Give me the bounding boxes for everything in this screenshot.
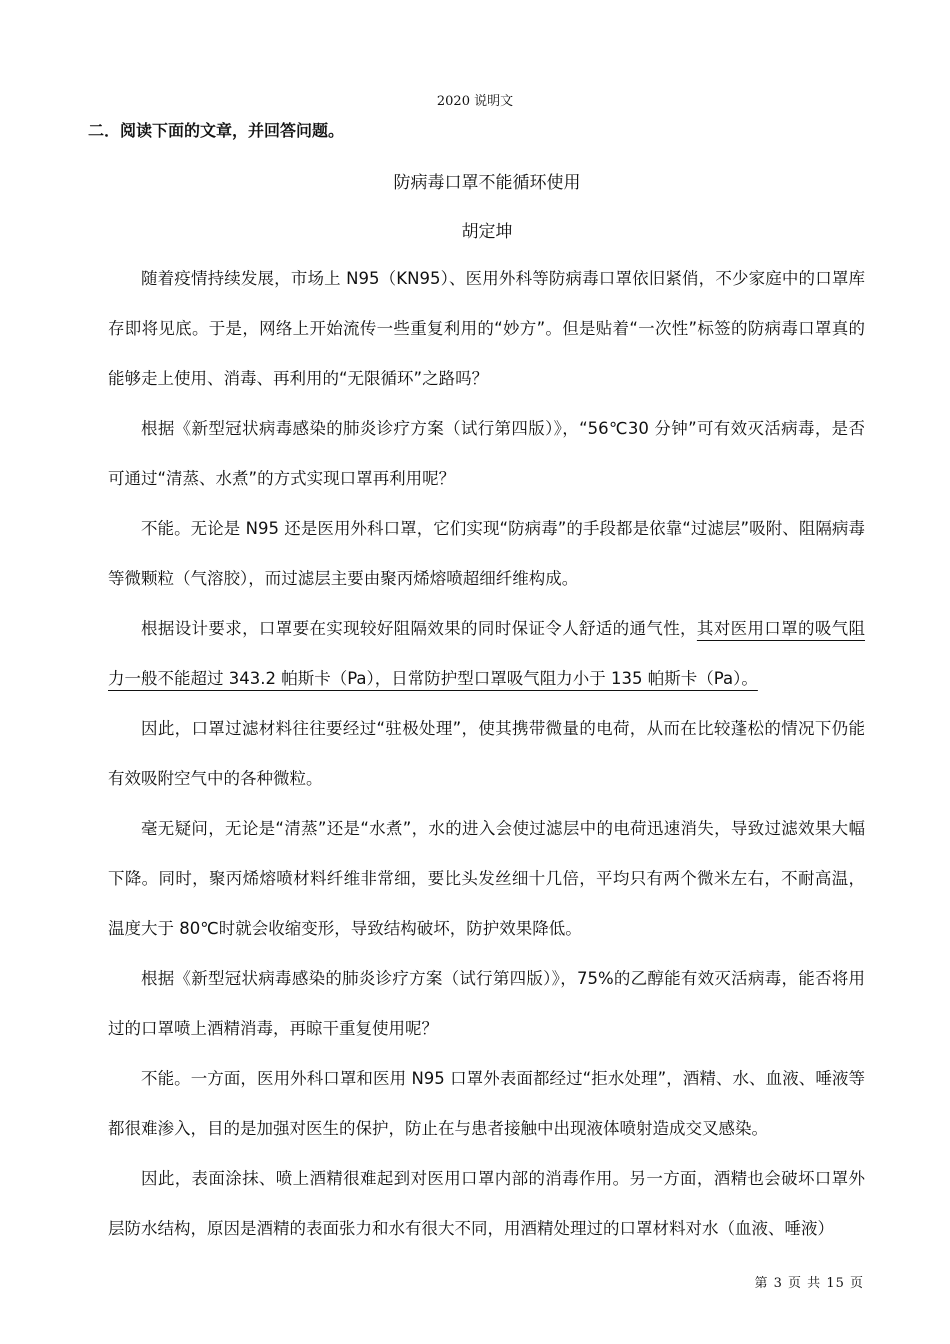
page-header: 2020 说明文	[436, 94, 514, 109]
paragraph: 根据《新型冠状病毒感染的肺炎诊疗方案（试行第四版）》，75%的乙醇能有效灭活病毒，能否将用过的口罩喷上酒精消毒，再晾干重复使用呢？	[108, 969, 865, 1038]
article-author: 胡定坤	[461, 222, 513, 242]
article-body	[108, 254, 865, 1254]
section-heading: 二．阅读下面的文章，并回答问题。	[88, 121, 345, 140]
paragraph: 根据《新型冠状病毒感染的肺炎诊疗方案（试行第四版）》，“56℃30 分钟”可有效灭活病毒，是否可通过“清蒸、水煮”的方式实现口罩再利用呢？	[108, 419, 865, 488]
page-number: 第 3 页 共 15 页	[754, 1276, 864, 1291]
paragraph-with-underline	[108, 604, 865, 704]
paragraph: 因此，口罩过滤材料往往要经过“驻极处理”，使其携带微量的电荷，从而在比较蓬松的情况下仍能有效吸附空气中的各种微粒。	[108, 719, 865, 788]
paragraph-text: 根据设计要求，口罩要在实现较好阻隔效果的同时保证令人舒适的通气性，	[141, 619, 697, 638]
paragraph: 随着疫情持续发展，市场上 N95（KN95）、医用外科等防病毒口罩依旧紧俏，不少家庭中的口罩库存即将见底。于是，网络上开始流传一些重复利用的“妙方”。但是贴着“一次性”标签的防病毒口罩真的能够走上使用、消毒、再利用的“无限循环”之路吗？	[108, 269, 865, 388]
paragraph: 不能。无论是 N95 还是医用外科口罩，它们实现“防病毒”的手段都是依靠“过滤层”吸附、阻隔病毒等微颗粒（气溶胶），而过滤层主要由聚丙烯熔喷超细纤维构成。	[108, 519, 865, 588]
paragraph: 毫无疑问，无论是“清蒸”还是“水煮”，水的进入会使过滤层中的电荷迅速消失，导致过滤效果大幅下降。同时，聚丙烯熔喷材料纤维非常细，要比头发丝细十几倍，平均只有两个微米左右，不耐高温，温度大于 80℃时就会收缩变形，导致结构破坏，防护效果降低。	[108, 819, 865, 938]
paragraph: 不能。一方面，医用外科口罩和医用 N95 口罩外表面都经过“拒水处理”，酒精、水、血液、唾液等都很难渗入，目的是加强对医生的保护，防止在与患者接触中出现液体喷射造成交叉感染。	[108, 1069, 865, 1138]
paragraph: 因此，表面涂抹、喷上酒精很难起到对医用口罩内部的消毒作用。另一方面，酒精也会破坏口罩外层防水结构，原因是酒精的表面张力和水有很大不同，用酒精处理过的口罩材料对水（血液、唾液）	[108, 1169, 865, 1238]
article-title: 防病毒口罩不能循环使用	[393, 173, 581, 193]
underlined-sentence: 其对医用口罩的吸气阻力一般不能超过 343.2 帕斯卡（Pa），日常防护型口罩吸气阻力小于 135 帕斯卡（Pa）。	[108, 619, 866, 688]
